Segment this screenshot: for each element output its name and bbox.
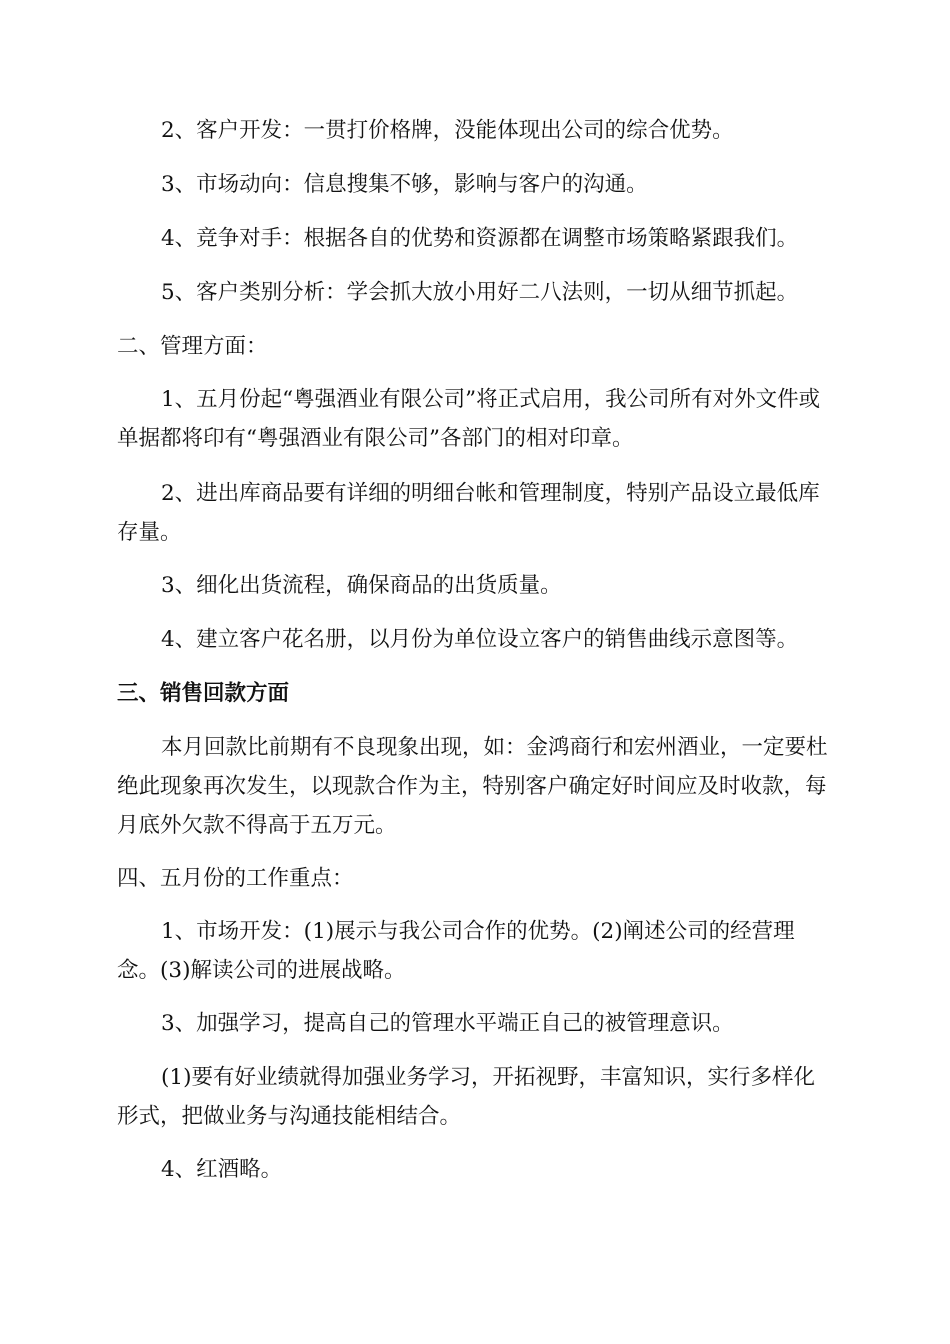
paragraph-business-learning: (1)要有好业绩就得加强业务学习，开拓视野，丰富知识，实行多样化形式，把做业务与沟通技能相结合。 bbox=[117, 1065, 815, 1129]
paragraph-customer-development: 2、客户开发：一贯打价格牌，没能体现出公司的综合优势。 bbox=[161, 118, 734, 143]
paragraph-shipping-process: 3、细化出货流程，确保商品的出货质量。 bbox=[161, 573, 562, 598]
paragraph-company-seal: 1、五月份起“粤强酒业有限公司”将正式启用，我公司所有对外文件或单据都将印有“粤强酒业有限公司”各部门的相对印章。 bbox=[117, 387, 821, 451]
paragraph-customer-roster: 4、建立客户花名册，以月份为单位设立客户的销售曲线示意图等。 bbox=[161, 627, 799, 652]
paragraph-collections: 本月回款比前期有不良现象出现，如：金鸿商行和宏州酒业，一定要杜绝此现象再次发生，以现款合作为主，特别客户确定好时间应及时收款，每月底外欠款不得高于五万元。 bbox=[117, 735, 828, 838]
section-heading-may-priorities: 四、五月份的工作重点： bbox=[117, 866, 354, 891]
section-heading-collections: 三、销售回款方面 bbox=[117, 681, 290, 706]
paragraph-customer-category: 5、客户类别分析：学会抓大放小用好二八法则，一切从细节抓起。 bbox=[161, 280, 799, 305]
paragraph-inventory: 2、进出库商品要有详细的明细台帐和管理制度，特别产品设立最低库存量。 bbox=[117, 481, 820, 545]
paragraph-strengthen-learning: 3、加强学习，提高自己的管理水平端正自己的被管理意识。 bbox=[161, 1011, 734, 1036]
paragraph-red-wine: 4、红酒略。 bbox=[161, 1157, 283, 1182]
paragraph-market-trend: 3、市场动向：信息搜集不够，影响与客户的沟通。 bbox=[161, 172, 648, 197]
paragraph-market-development: 1、市场开发：(1)展示与我公司合作的优势。(2)阐述公司的经营理念。(3)解读公司的进展战略。 bbox=[117, 919, 795, 983]
section-heading-management: 二、管理方面： bbox=[117, 334, 268, 359]
paragraph-competitors: 4、竞争对手：根据各自的优势和资源都在调整市场策略紧跟我们。 bbox=[161, 226, 799, 251]
